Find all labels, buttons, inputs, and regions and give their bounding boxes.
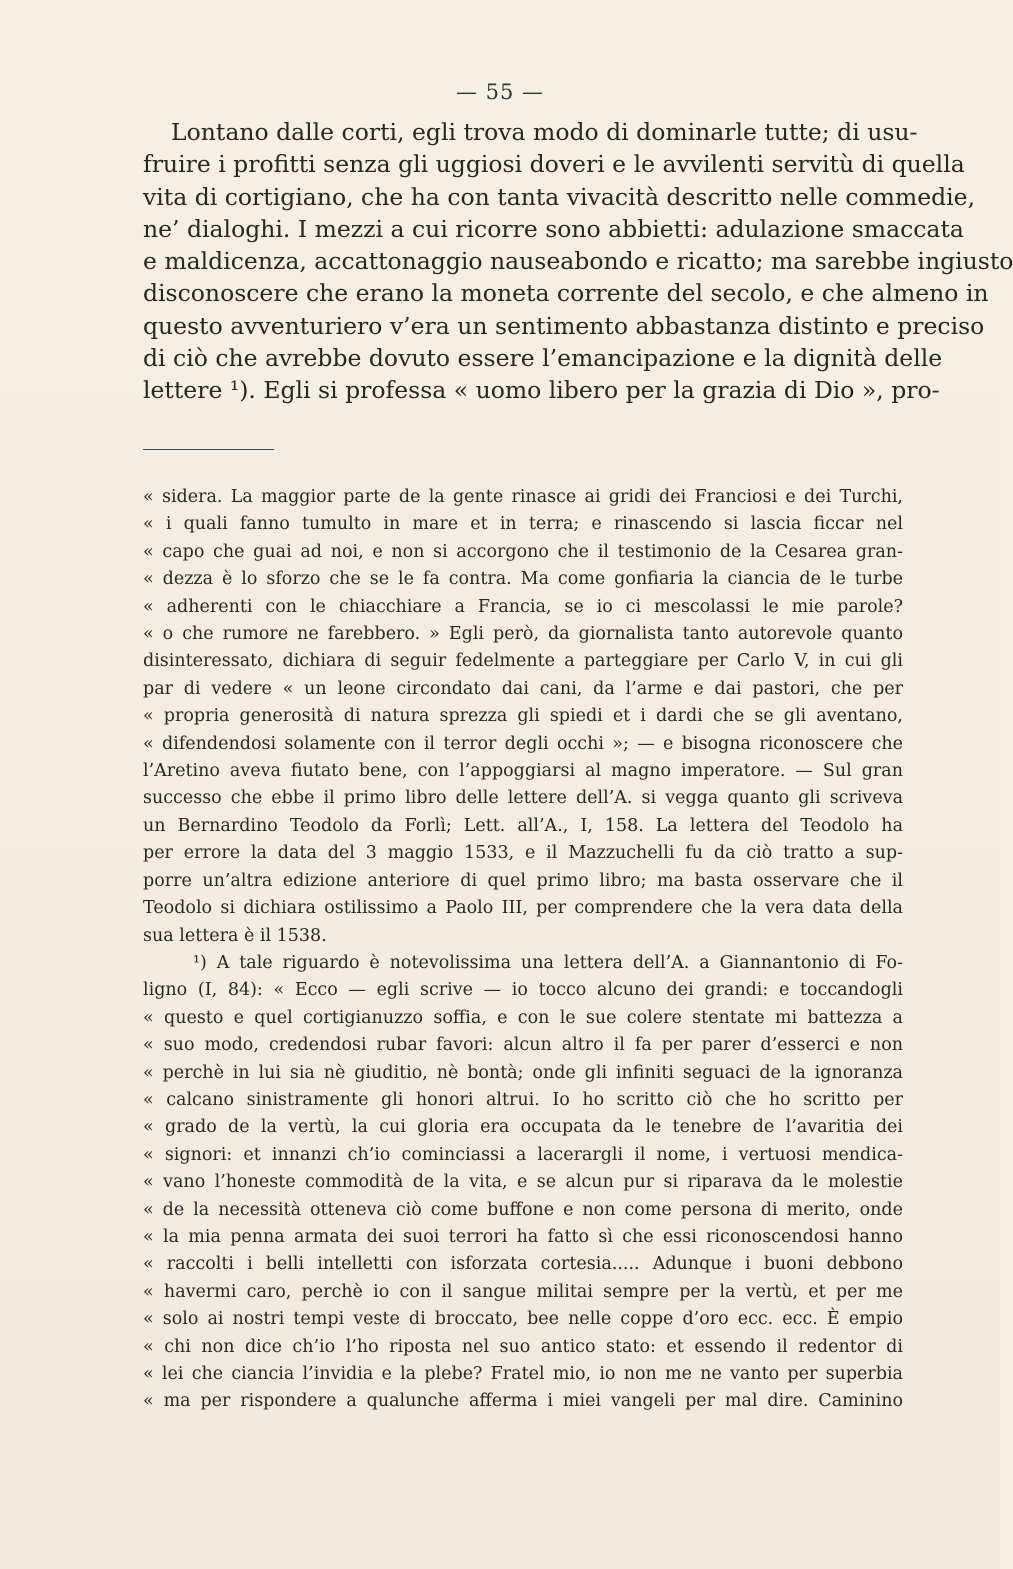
body-line: questo avventuriero v’era un sentimento abbastanza distinto e preciso (143, 311, 985, 340)
note-line: « suo modo, credendosi rubar favori: alcun altro il fa per parer d’esserci e non (143, 1035, 903, 1056)
note-line: « lei che ciancia l’invidia e la plebe? Fratel mio, io non me ne vanto per superbia (143, 1364, 903, 1384)
note-line: un Bernardino Teodolo da Forlì; Lett. all’A., I, 158. La lettera del Teodolo ha (143, 815, 903, 836)
note-line: « capo che guai ad noi, e non si accorgono che il testimonio de la Cesarea gran- (143, 541, 903, 562)
body-line: Lontano dalle corti, egli trova modo di dominarle tutte; di usu- (171, 118, 918, 146)
note-line: sua lettera è il 1538. (143, 925, 327, 946)
note-line: « la mia penna armata dei suoi terrori ha fatto sì che essi riconoscendosi hanno (143, 1226, 903, 1247)
note-line: par di vedere « un leone circondato dai cani, da l’arme e dai pastori, che per (143, 678, 903, 699)
note-line: « signori: et innanzi ch’io cominciassi a lacerargli il nome, i vertuosi mendica- (143, 1144, 903, 1165)
body-line: fruire i profitti senza gli uggiosi doveri e le avvilenti servitù di quella (143, 150, 965, 179)
body-line: di ciò che avrebbe dovuto essere l’emancipazione e la dignità delle (143, 344, 943, 373)
footnote-separator (143, 449, 274, 450)
note-line: « calcano sinistramente gli honori altrui. Io ho scritto ciò che ho scritto per (143, 1089, 903, 1110)
note-line: « chi non dice ch’io l’ho riposta nel suo antico stato: et essendo il redentor di (143, 1336, 903, 1357)
note-line: successo che ebbe il primo libro delle lettere dell’A. si vegga quanto gli scriveva (143, 788, 903, 809)
footnote-1-start: ¹) A tale riguardo è notevolissima una lettera dell’A. a Giannantonio di Fo- (193, 952, 903, 973)
note-line: « ma per rispondere a qualunche afferma i miei vangeli per mal dire. Caminino (143, 1391, 903, 1412)
note-line: porre un’altra edizione anteriore di quel primo libro; ma basta osservare che il (143, 870, 903, 891)
note-line: disinteressato, dichiara di seguir fedelmente a parteggiare per Carlo V, in cui gli (143, 651, 903, 672)
note-line: « questo e quel cortigianuzzo soffia, e con le sue colere stentate mi battezza a (143, 1007, 903, 1028)
note-line: « dezza è lo sforzo che se le fa contra. Ma come gonfiaria la ciancia de le turbe (143, 569, 903, 590)
note-line: « raccolti i belli intelletti con isforzata cortesia..... Adunque i buoni debbono (143, 1254, 903, 1275)
body-line: ne’ dialoghi. I mezzi a cui ricorre sono abbietti: adulazione smaccata (143, 214, 964, 243)
note-line: « grado de la vertù, la cui gloria era occupata da le tenebre de l’avaritia dei (143, 1117, 903, 1138)
note-line: l’Aretino aveva fiutato bene, con l’appoggiarsi al magno imperatore. — Sul gran (143, 761, 903, 782)
note-line: Teodolo si dichiara ostilissimo a Paolo III, per comprendere che la vera data della (143, 898, 903, 919)
note-line: « adherenti con le chiacchiare a Francia, se io ci mescolassi le mie parole? (143, 596, 903, 617)
note-line: ligno (I, 84): « Ecco — egli scrive — io tocco alcuno dei grandi: e toccandogli (143, 980, 903, 1001)
note-line: « i quali fanno tumulto in mare et in terra; e rinascendo si lascia ficcar nel (143, 514, 903, 535)
note-line: « vano l’honeste commodità de la vita, e se alcun pur si riparava da le molestie (143, 1172, 903, 1193)
note-line: « havermi caro, perchè io con il sangue militai sempre per la vertù, et per me (143, 1281, 903, 1302)
body-line: lettere ¹). Egli si professa « uomo libero per la grazia di Dio », pro- (143, 376, 940, 405)
note-line: « propria generosità di natura sprezza gli spiedi et i dardi che se gli aventano, (143, 706, 903, 727)
note-line: « solo ai nostri tempi veste di broccato, bee nelle coppe d’oro ecc. ecc. È empio (143, 1309, 903, 1330)
body-line: vita di cortigiano, che ha con tanta vivacità descritto nelle commedie, (143, 182, 976, 211)
note-line: « difendendosi solamente con il terror degli occhi »; — e bisogna riconoscere che (143, 733, 903, 754)
note-line: « o che rumore ne farebbero. » Egli però, da giornalista tanto autorevole quanto (143, 624, 903, 645)
note-line: « perchè in lui sia nè giuditio, nè bontà; onde gli infiniti seguaci de la ignoranza (143, 1062, 903, 1083)
footnotes (143, 484, 903, 1416)
body-line: e maldicenza, accattonaggio nauseabondo e ricatto; ma sarebbe ingiusto (143, 247, 1013, 276)
note-line: « sidera. La maggior parte de la gente rinasce ai gridi dei Franciosi e dei Turchi, (143, 487, 903, 507)
page-number: — 55 — (455, 80, 545, 104)
body-line: disconoscere che erano la moneta corrente del secolo, e che almeno in (143, 279, 989, 308)
note-line: « de la necessità otteneva ciò come buffone e non come persona di merito, onde (143, 1199, 903, 1220)
main-paragraph (143, 116, 1013, 407)
note-line: per errore la data del 3 maggio 1533, e il Mazzuchelli fu da ciò tratto a sup- (143, 843, 903, 864)
